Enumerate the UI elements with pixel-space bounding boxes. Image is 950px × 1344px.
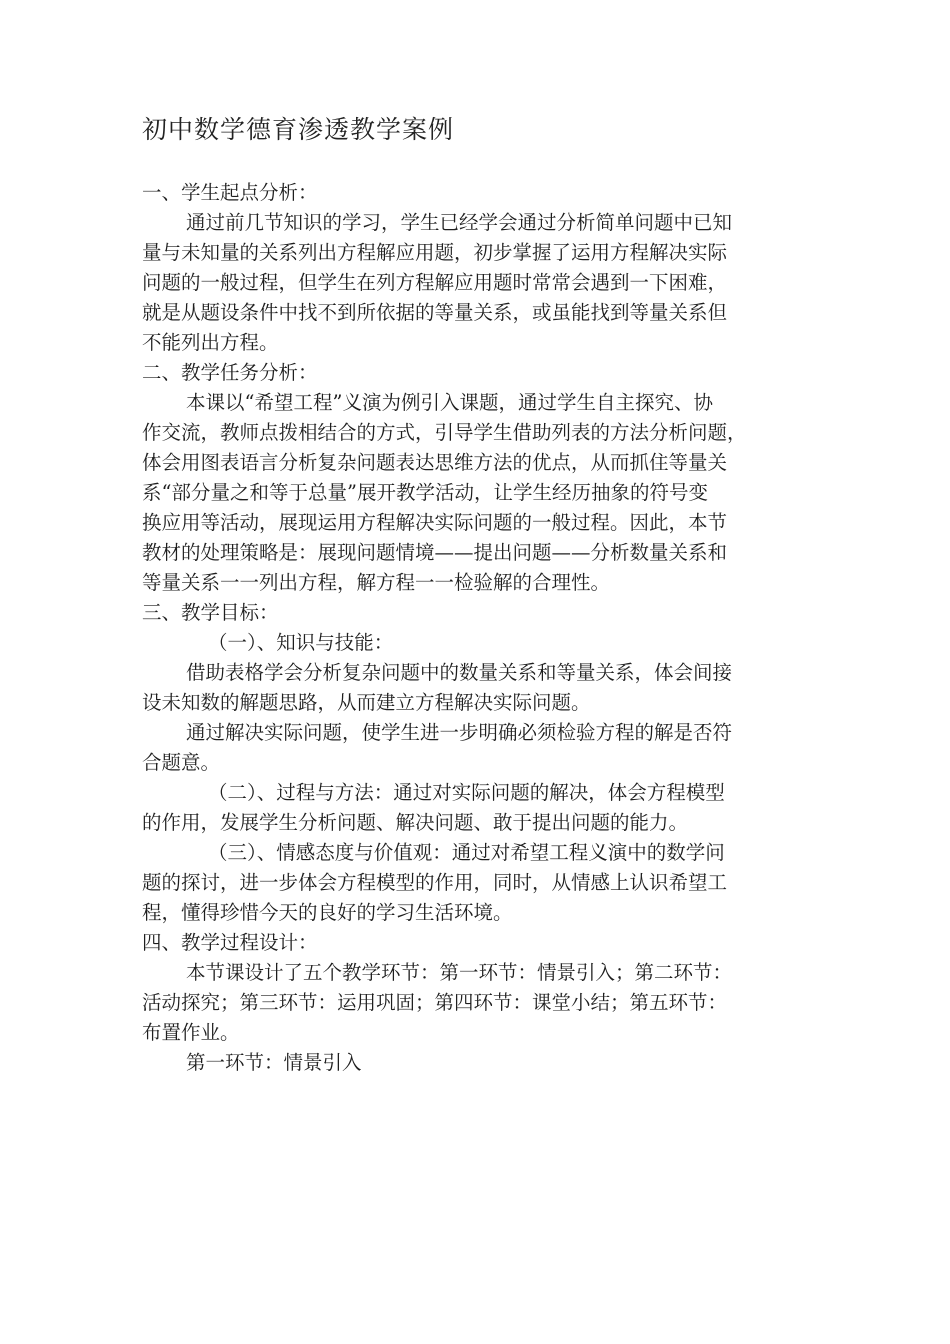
- text-line: 借助表格学会分析复杂问题中的数量关系和等量关系，体会间接: [186, 661, 733, 684]
- text-line: 作交流，教师点拨相结合的方式，引导学生借助列表的方法分析问题，: [142, 421, 747, 444]
- text-line: 换应用等活动，展现运用方程解决实际问题的一般过程。因此，本节: [142, 511, 728, 534]
- document-title: 初中数学德育渗透教学案例: [142, 115, 455, 144]
- text-line: 程，懂得珍惜今天的良好的学习生活环境。: [142, 901, 513, 924]
- text-line: 通过前几节知识的学习，学生已经学会通过分析简单问题中已知: [186, 211, 733, 234]
- text-line: 问题的一般过程，但学生在列方程解应用题时常常会遇到一下困难，: [142, 271, 728, 294]
- text-line: （二）、过程与方法：通过对实际问题的解决，体会方程模型: [208, 781, 725, 804]
- text-line: 就是从题设条件中找不到所依据的等量关系，或虽能找到等量关系但: [142, 301, 728, 324]
- text-line: 活动探究；第三环节：运用巩固；第四环节：课堂小结；第五环节：: [142, 991, 728, 1014]
- text-line: 系“部分量之和等于总量”展开教学活动，让学生经历抽象的符号变: [142, 481, 708, 504]
- text-line: 四、教学过程设计：: [142, 931, 318, 954]
- text-line: 三、教学目标：: [142, 601, 279, 624]
- text-line: （三）、情感态度与价值观：通过对希望工程义演中的数学问: [208, 841, 725, 864]
- text-line: 一、学生起点分析：: [142, 181, 318, 204]
- text-line: 量与未知量的关系列出方程解应用题，初步掌握了运用方程解决实际: [142, 241, 728, 264]
- text-line: 二、教学任务分析：: [142, 361, 318, 384]
- document-body: [142, 178, 822, 1078]
- text-line: 题的探讨，进一步体会方程模型的作用，同时，从情感上认识希望工: [142, 871, 728, 894]
- text-line: （一）、知识与技能：: [208, 631, 394, 654]
- text-line: 本节课设计了五个教学环节：第一环节：情景引入；第二环节：: [186, 961, 733, 984]
- text-line: 布置作业。: [142, 1021, 240, 1044]
- text-line: 本课以“希望工程”义演为例引入课题，通过学生自主探究、协: [186, 391, 713, 414]
- text-line: 等量关系一一列出方程，解方程一一检验解的合理性。: [142, 571, 611, 594]
- text-line: 教材的处理策略是：展现问题情境——提出问题——分析数量关系和: [142, 541, 728, 564]
- text-line: 不能列出方程。: [142, 331, 279, 354]
- text-line: 第一环节：情景引入: [186, 1051, 362, 1074]
- text-line: 的作用，发展学生分析问题、解决问题、敢于提出问题的能力。: [142, 811, 689, 834]
- text-line: 通过解决实际问题，使学生进一步明确必须检验方程的解是否符: [186, 721, 733, 744]
- text-line: 设未知数的解题思路，从而建立方程解决实际问题。: [142, 691, 591, 714]
- text-line: 体会用图表语言分析复杂问题表达思维方法的优点，从而抓住等量关: [142, 451, 728, 474]
- text-line: 合题意。: [142, 751, 221, 774]
